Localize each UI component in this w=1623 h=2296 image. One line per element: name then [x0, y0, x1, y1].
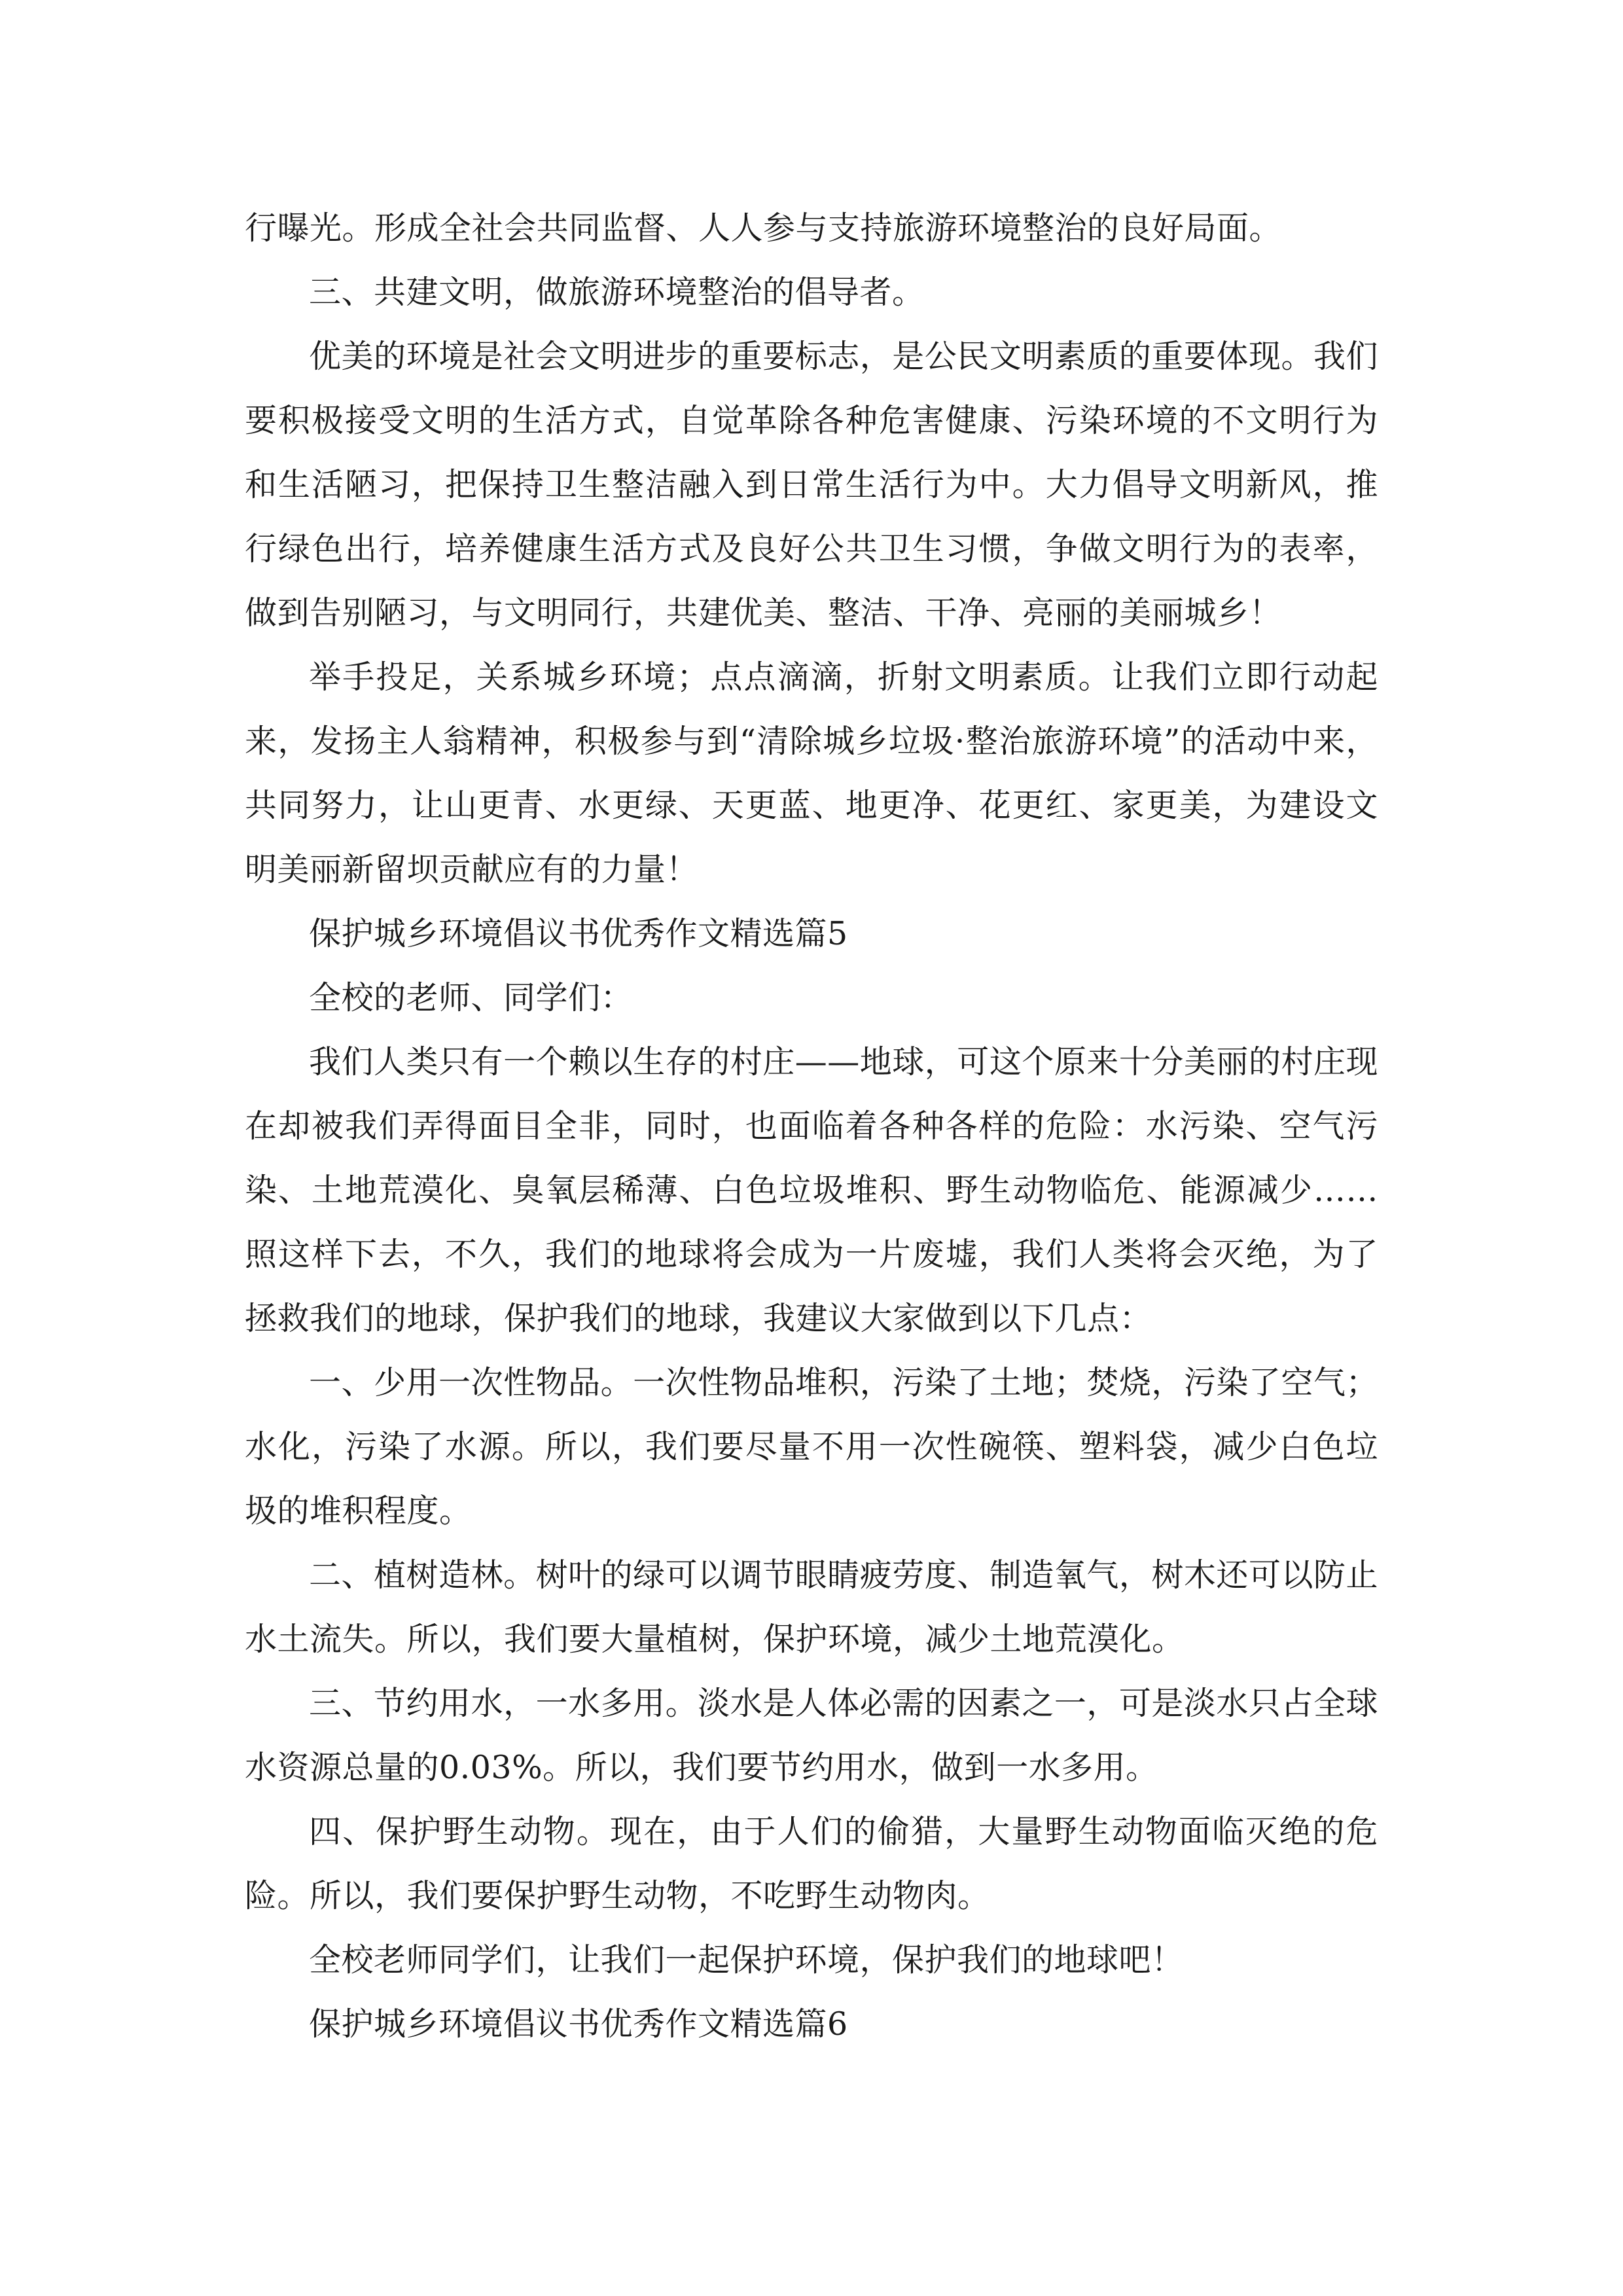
- paragraph: 我们人类只有一个赖以生存的村庄——地球，可这个原来十分美丽的村庄现在却被我们弄得面目全非，同时，也面临着各种各样的危险：水污染、空气污染、土地荒漠化、臭氧层稀薄、白色垃圾堆积、野生动物临危、能源减少……照这样下去，不久，我们的地球将会成为一片废墟，我们人类将会灭绝，为了拯救我们的地球，保护我们的地球，我建议大家做到以下几点：: [245, 1043, 1378, 1337]
- paragraph: 优美的环境是社会文明进步的重要标志，是公民文明素质的重要体现。我们要积极接受文明的生活方式，自觉革除各种危害健康、污染环境的不文明行为和生活陋习，把保持卫生整洁融入到日常生活行为中。大力倡导文明新风，推行绿色出行，培养健康生活方式及良好公共卫生习惯，争做文明行为的表率，做到告别陋习，与文明同行，共建优美、整洁、干净、亮丽的美丽城乡！: [245, 338, 1378, 632]
- salutation: 全校的老师、同学们：: [309, 979, 633, 1016]
- list-point-4: 四、保护野生动物。现在，由于人们的偷猎，大量野生动物面临灭绝的危险。所以，我们要保护野生动物，不吃野生动物肉。: [245, 1813, 1378, 1914]
- list-point-2: 二、植树造林。树叶的绿可以调节眼睛疲劳度、制造氧气，树木还可以防止水土流失。所以，我们要大量植树，保护环境，减少土地荒漠化。: [245, 1556, 1378, 1658]
- paragraph: 举手投足，关系城乡环境；点点滴滴，折射文明素质。让我们立即行动起来，发扬主人翁精神，积极参与到“清除城乡垃圾·整治旅游环境”的活动中来，共同努力，让山更青、水更绿、天更蓝、地更净、花更红、家更美，为建设文明美丽新留坝贡献应有的力量！: [245, 658, 1378, 888]
- list-point-1: 一、少用一次性物品。一次性物品堆积，污染了土地；焚烧，污染了空气；水化，污染了水源。所以，我们要尽量不用一次性碗筷、塑料袋，减少白色垃圾的堆积程度。: [245, 1364, 1378, 1530]
- paragraph-continuation: 行曝光。形成全社会共同监督、人人参与支持旅游环境整治的良好局面。: [245, 209, 1282, 247]
- article-title-6: 保护城乡环境倡议书优秀作文精选篇6: [309, 2005, 848, 2043]
- section-heading-3: 三、共建文明，做旅游环境整治的倡导者。: [309, 274, 925, 311]
- document-body: [245, 196, 1378, 2056]
- list-point-3: 三、节约用水，一水多用。淡水是人体必需的因素之一，可是淡水只占全球水资源总量的0.03%。所以，我们要节约用水，做到一水多用。: [245, 1685, 1378, 1786]
- article-title-5: 保护城乡环境倡议书优秀作文精选篇5: [309, 915, 848, 952]
- closing-line: 全校老师同学们，让我们一起保护环境，保护我们的地球吧！: [309, 1941, 1184, 1979]
